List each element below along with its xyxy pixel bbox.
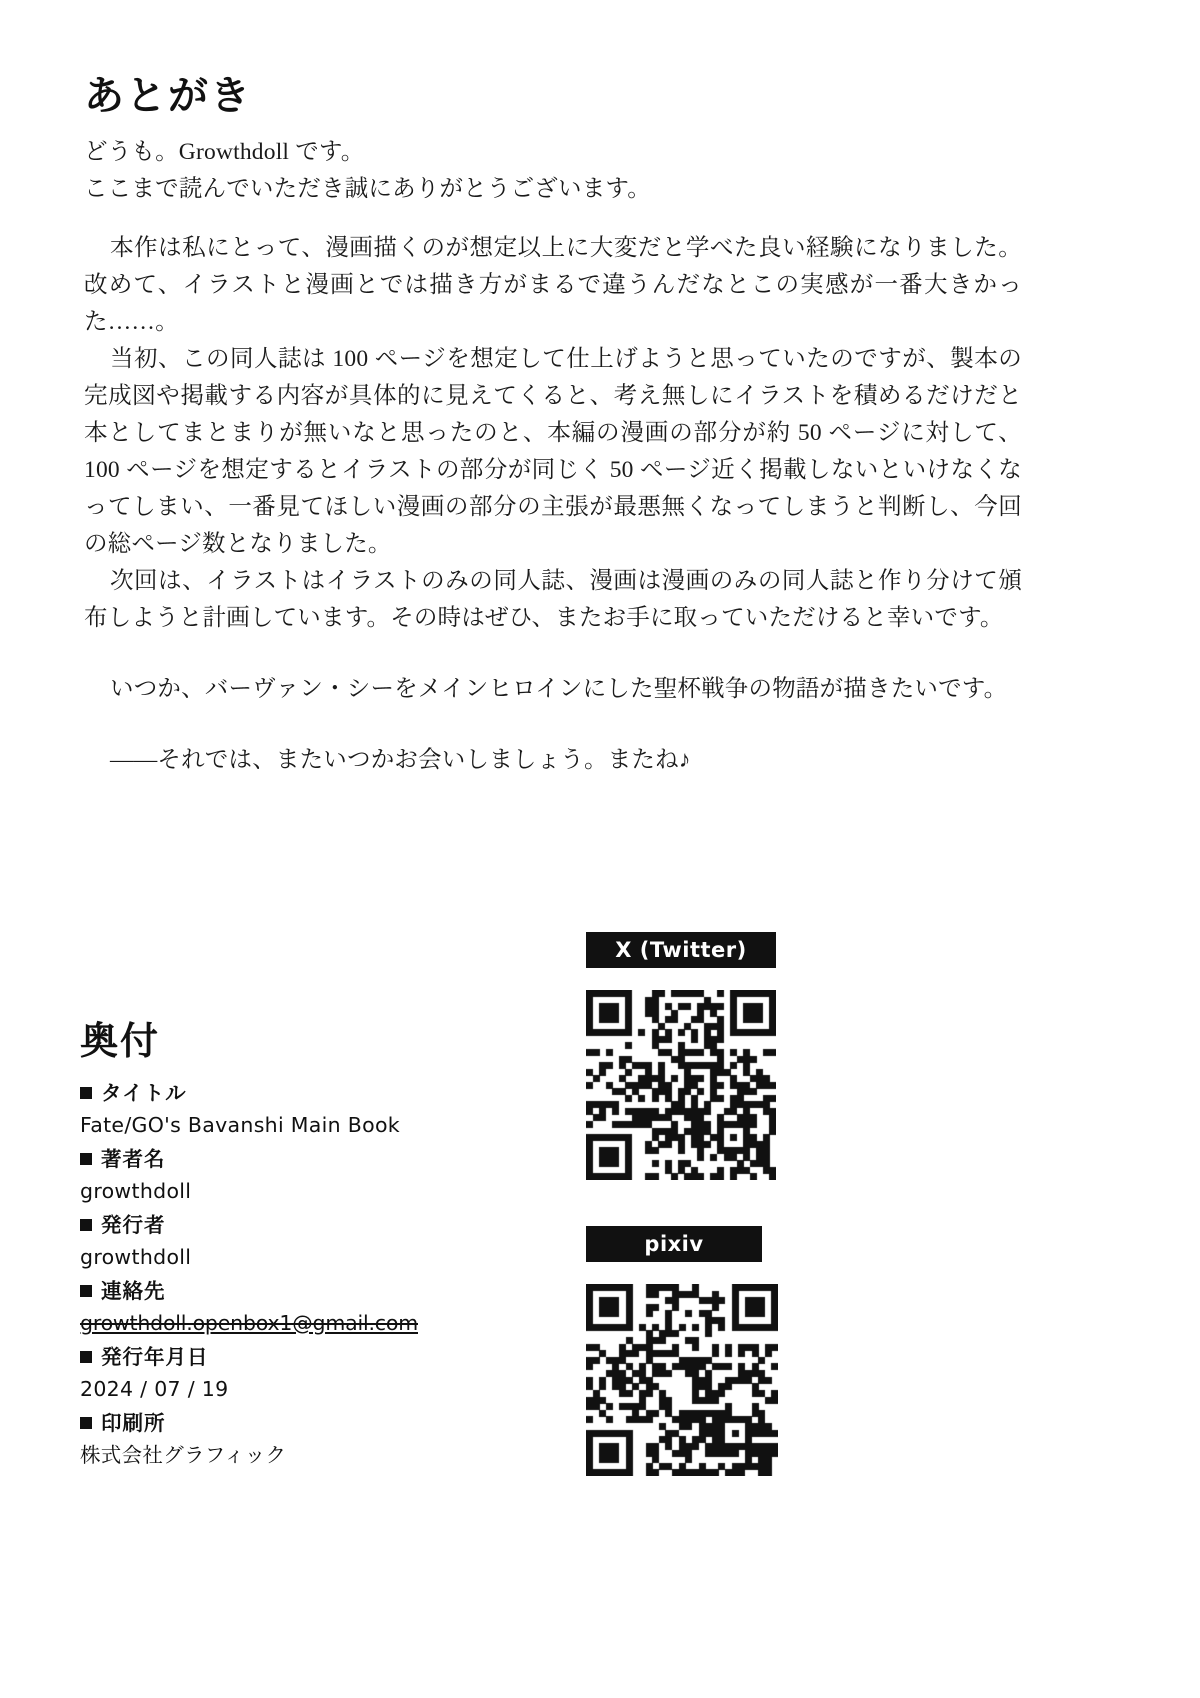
afterword-paragraph: 当初、この同人誌は 100 ページを想定して仕上げようと思っていたのですが、製本の完成図や掲載する内容が具体的に見えてくると、考え無しにイラストを積めるだけだと本としてまとまりが無いなと思ったのと、本編の漫画の部分が約 50 ページに対して、100 ページを想定するとイラストの部分が同じく 50 ページ近く掲載しないといけなくなってしまい、一番見てほしい漫画の部分の主張が最悪無くなってしまうと判断し、今回の総ページ数となりました。 [84, 346, 1022, 557]
colophon-value: growthdoll [80, 1245, 192, 1269]
colophon-label [80, 1276, 550, 1307]
afterword-paragraph: ここまで読んでいただき誠にありがとうございます。 [84, 176, 651, 202]
colophon-entry-publisher [80, 1210, 550, 1274]
colophon-label [80, 1342, 550, 1373]
colophon-label-text: タイトル [101, 1081, 187, 1105]
paragraph-gap [84, 637, 1022, 671]
colophon-heading: 奥付 [80, 1018, 161, 1063]
colophon-value: 株式会社グラフィック [80, 1443, 287, 1467]
colophon-entry-title [80, 1078, 550, 1142]
afterword-heading: あとがき [84, 72, 252, 119]
bullet-square-icon [80, 1417, 92, 1429]
colophon-label [80, 1078, 550, 1109]
colophon-value: Fate/GO's Bavanshi Main Book [80, 1113, 400, 1137]
colophon-label-text: 発行者 [101, 1213, 166, 1237]
paragraph-gap [84, 708, 1022, 742]
colophon-entry-author [80, 1144, 550, 1208]
afterword-paragraph: 次回は、イラストはイラストのみの同人誌、漫画は漫画のみの同人誌と作り分けて頒布しようと計画しています。その時はぜひ、またお手に取っていただけると幸いです。 [84, 568, 1022, 631]
afterword-body [84, 134, 1022, 779]
colophon-entry-printer [80, 1408, 550, 1472]
colophon-label-text: 印刷所 [101, 1411, 166, 1435]
qr-label-twitter: X (Twitter) [586, 932, 776, 968]
colophon-label [80, 1408, 550, 1439]
colophon-value: 2024 / 07 / 19 [80, 1377, 229, 1401]
colophon-label-text: 連絡先 [101, 1279, 166, 1303]
qr-block-twitter [586, 932, 776, 1180]
afterword-paragraph: いつか、バーヴァン・シーをメインヒロインにした聖杯戦争の物語が描きたいです。 [110, 676, 1008, 702]
colophon-value: growthdoll [80, 1179, 192, 1203]
bullet-square-icon [80, 1219, 92, 1231]
qr-block-pixiv [586, 1226, 762, 1476]
colophon-label [80, 1210, 550, 1241]
colophon-label [80, 1144, 550, 1175]
qr-code-icon-pixiv[interactable] [586, 1284, 778, 1476]
afterword-paragraph: ――それでは、またいつかお会いしましょう。またね♪ [110, 747, 691, 773]
qr-label-pixiv: pixiv [586, 1226, 762, 1262]
colophon-label-text: 発行年月日 [101, 1345, 209, 1369]
bullet-square-icon [80, 1087, 92, 1099]
qr-code-icon-twitter[interactable] [586, 990, 776, 1180]
colophon-label-text: 著者名 [101, 1147, 166, 1171]
bullet-square-icon [80, 1285, 92, 1297]
colophon-entry-date [80, 1342, 550, 1406]
bullet-square-icon [80, 1351, 92, 1363]
bullet-square-icon [80, 1153, 92, 1165]
afterword-paragraph: 本作は私にとって、漫画描くのが想定以上に大変だと学べた良い経験になりました。改めて、イラストと漫画とでは描き方がまるで違うんだなとこの実感が一番大きかった……。 [84, 235, 1022, 335]
paragraph-gap [84, 208, 1022, 230]
contact-email-link[interactable]: growthdoll.openbox1@gmail.com [80, 1311, 418, 1335]
colophon-list [80, 1078, 550, 1474]
colophon-entry-contact [80, 1276, 550, 1340]
afterword-paragraph: どうも。Growthdoll です。 [84, 139, 365, 165]
